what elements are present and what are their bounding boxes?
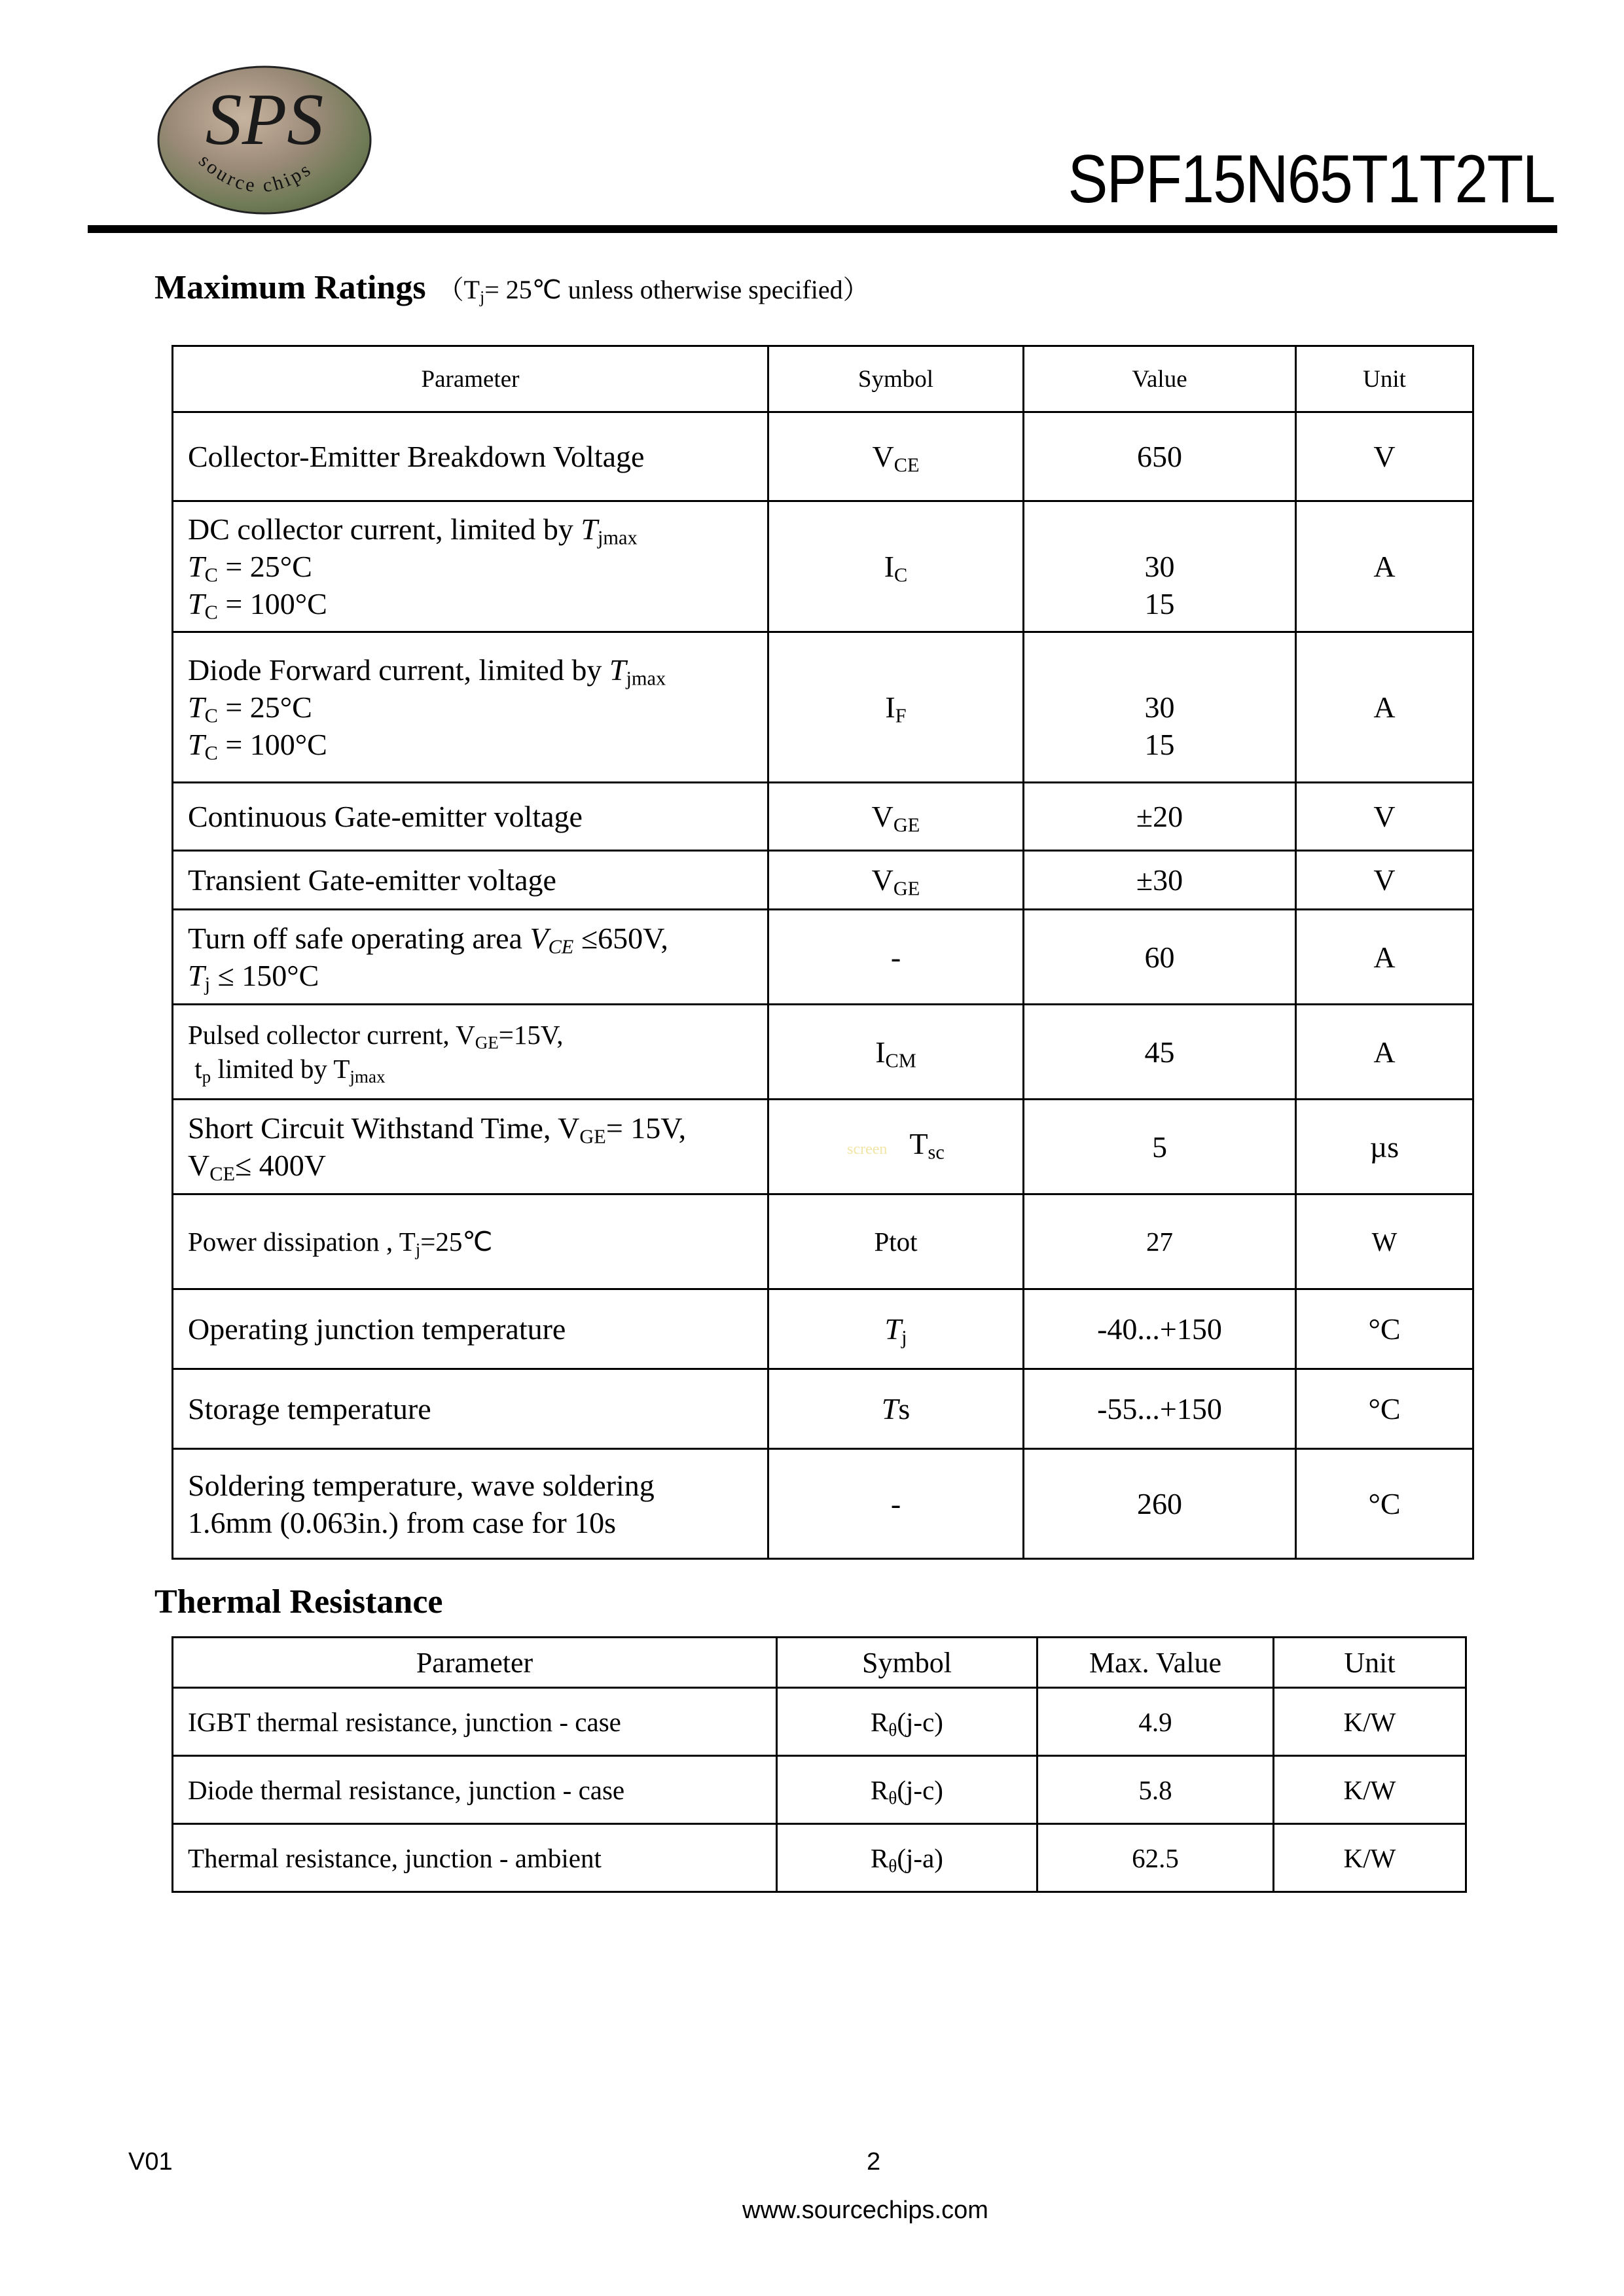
symbol-cell: $R_\theta(j-c)$	[777, 1688, 1038, 1756]
symbol-cell: $I_F$	[768, 632, 1024, 783]
param-cell: Continuous Gate-emitter voltage	[173, 783, 768, 851]
unit-cell: W	[1296, 1194, 1473, 1289]
value-cell: -55...+150	[1024, 1369, 1296, 1449]
table-row	[173, 412, 1473, 501]
symbol-cell: $R_\theta(j-c)$	[777, 1756, 1038, 1824]
part-number: SPF15N65T1T2TL	[1068, 141, 1555, 217]
col-header-parameter: Parameter	[173, 346, 768, 412]
table-row	[173, 501, 1473, 632]
table-row	[173, 1194, 1473, 1289]
unit-cell: °C	[1296, 1369, 1473, 1449]
symbol-cell: $V_{GE}$	[768, 851, 1024, 910]
table-row	[173, 851, 1473, 910]
value-cell: -40...+150	[1024, 1289, 1296, 1369]
value-cell: 5	[1024, 1100, 1296, 1194]
max-ratings-title	[154, 268, 869, 307]
param-cell: Short Circuit Withstand Time, $V_{GE}= 15V$, $V_{CE}\le 400V$	[173, 1100, 768, 1194]
symbol-cell: $T_j$	[768, 1289, 1024, 1369]
unit-cell: V	[1296, 412, 1473, 501]
page-number: 2	[867, 2148, 881, 2176]
symbol-cell: Ptot	[768, 1194, 1024, 1289]
symbol-cell: -	[768, 910, 1024, 1005]
col-header-unit: Unit	[1296, 346, 1473, 412]
symbol-cell: screen $T_{sc}$	[768, 1100, 1024, 1194]
header-rule	[88, 225, 1557, 233]
table-row	[173, 1289, 1473, 1369]
table-header-row	[173, 1638, 1466, 1688]
table-row	[173, 783, 1473, 851]
symbol-cell: $I_{CM}$	[768, 1005, 1024, 1100]
footer-version: V01	[128, 2148, 173, 2176]
col-header-unit: Unit	[1274, 1638, 1466, 1688]
param-cell: Diode Forward current, limited by $T_{jmax}$ $T_C = 25^\circ C$ $T_C = 100^\circ C$	[173, 632, 768, 783]
table-row	[173, 632, 1473, 783]
value-cell: 260	[1024, 1449, 1296, 1559]
param-cell: Operating junction temperature	[173, 1289, 768, 1369]
param-cell: Diode thermal resistance, junction - case	[173, 1756, 777, 1824]
unit-cell: °C	[1296, 1449, 1473, 1559]
value-cell: 5.8	[1038, 1756, 1274, 1824]
symbol-cell: $V_{GE}$	[768, 783, 1024, 851]
value-cell: ±20	[1024, 783, 1296, 851]
unit-cell: A	[1296, 1005, 1473, 1100]
unit-cell: °C	[1296, 1289, 1473, 1369]
value-cell: 30 15	[1024, 632, 1296, 783]
value-cell: 650	[1024, 412, 1296, 501]
param-cell: Pulsed collector current, $V_{GE}=15V$, $t_p$ limited by $T_{jmax}$	[173, 1005, 768, 1100]
symbol-cell: Ts	[768, 1369, 1024, 1449]
unit-cell: µs	[1296, 1100, 1473, 1194]
table-row	[173, 1100, 1473, 1194]
param-cell: Storage temperature	[173, 1369, 768, 1449]
table-header-row	[173, 346, 1473, 412]
col-header-symbol: Symbol	[768, 346, 1024, 412]
table-row	[173, 1824, 1466, 1892]
param-cell: Transient Gate-emitter voltage	[173, 851, 768, 910]
value-cell: 60	[1024, 910, 1296, 1005]
max-ratings-note: （$T_j=$ 25℃ unless otherwise specified）	[437, 275, 869, 307]
value-cell: ±30	[1024, 851, 1296, 910]
col-header-max-value: Max. Value	[1038, 1638, 1274, 1688]
value-cell: 27	[1024, 1194, 1296, 1289]
logo-tagline: source chips	[194, 150, 317, 197]
unit-cell: A	[1296, 632, 1473, 783]
param-cell: Power dissipation , $T_j=25℃$	[173, 1194, 768, 1289]
param-cell: Turn off safe operating area $V_{CE} \le 650V$, $T_j \le 150^\circ C$	[173, 910, 768, 1005]
thermal-resistance-title: Thermal Resistance	[154, 1583, 443, 1621]
symbol-cell: $V_{CE}$	[768, 412, 1024, 501]
unit-cell: A	[1296, 501, 1473, 632]
max-ratings-heading: Maximum Ratings	[154, 269, 426, 306]
unit-cell: K/W	[1274, 1824, 1466, 1892]
param-cell: IGBT thermal resistance, junction - case	[173, 1688, 777, 1756]
value-cell: 30 15	[1024, 501, 1296, 632]
col-header-value: Value	[1024, 346, 1296, 412]
param-cell: Collector-Emitter Breakdown Voltage	[173, 412, 768, 501]
symbol-cell: $I_C$	[768, 501, 1024, 632]
sps-logo	[156, 64, 373, 216]
table-row	[173, 910, 1473, 1005]
max-ratings-table	[171, 345, 1474, 1560]
unit-cell: K/W	[1274, 1688, 1466, 1756]
value-cell: 4.9	[1038, 1688, 1274, 1756]
unit-cell: K/W	[1274, 1756, 1466, 1824]
col-header-symbol: Symbol	[777, 1638, 1038, 1688]
unit-cell: A	[1296, 910, 1473, 1005]
thermal-resistance-table	[171, 1636, 1467, 1893]
table-row	[173, 1449, 1473, 1559]
unit-cell: V	[1296, 783, 1473, 851]
param-cell: Soldering temperature, wave soldering 1.6mm (0.063in.) from case for 10s	[173, 1449, 768, 1559]
logo-text: SPS	[205, 79, 324, 160]
value-cell: 62.5	[1038, 1824, 1274, 1892]
symbol-cell: -	[768, 1449, 1024, 1559]
footer-url[interactable]: www.sourcechips.com	[742, 2197, 988, 2224]
faint-mark: screen	[847, 1141, 888, 1158]
value-cell: 45	[1024, 1005, 1296, 1100]
table-row	[173, 1369, 1473, 1449]
table-row	[173, 1688, 1466, 1756]
symbol-cell: $R_\theta(j-a)$	[777, 1824, 1038, 1892]
col-header-parameter: Parameter	[173, 1638, 777, 1688]
param-cell: Thermal resistance, junction - ambient	[173, 1824, 777, 1892]
table-row	[173, 1756, 1466, 1824]
table-row	[173, 1005, 1473, 1100]
param-cell: DC collector current, limited by $T_{jmax}$ $T_C = 25^\circ C$ $T_C = 100^\circ C$	[173, 501, 768, 632]
unit-cell: V	[1296, 851, 1473, 910]
